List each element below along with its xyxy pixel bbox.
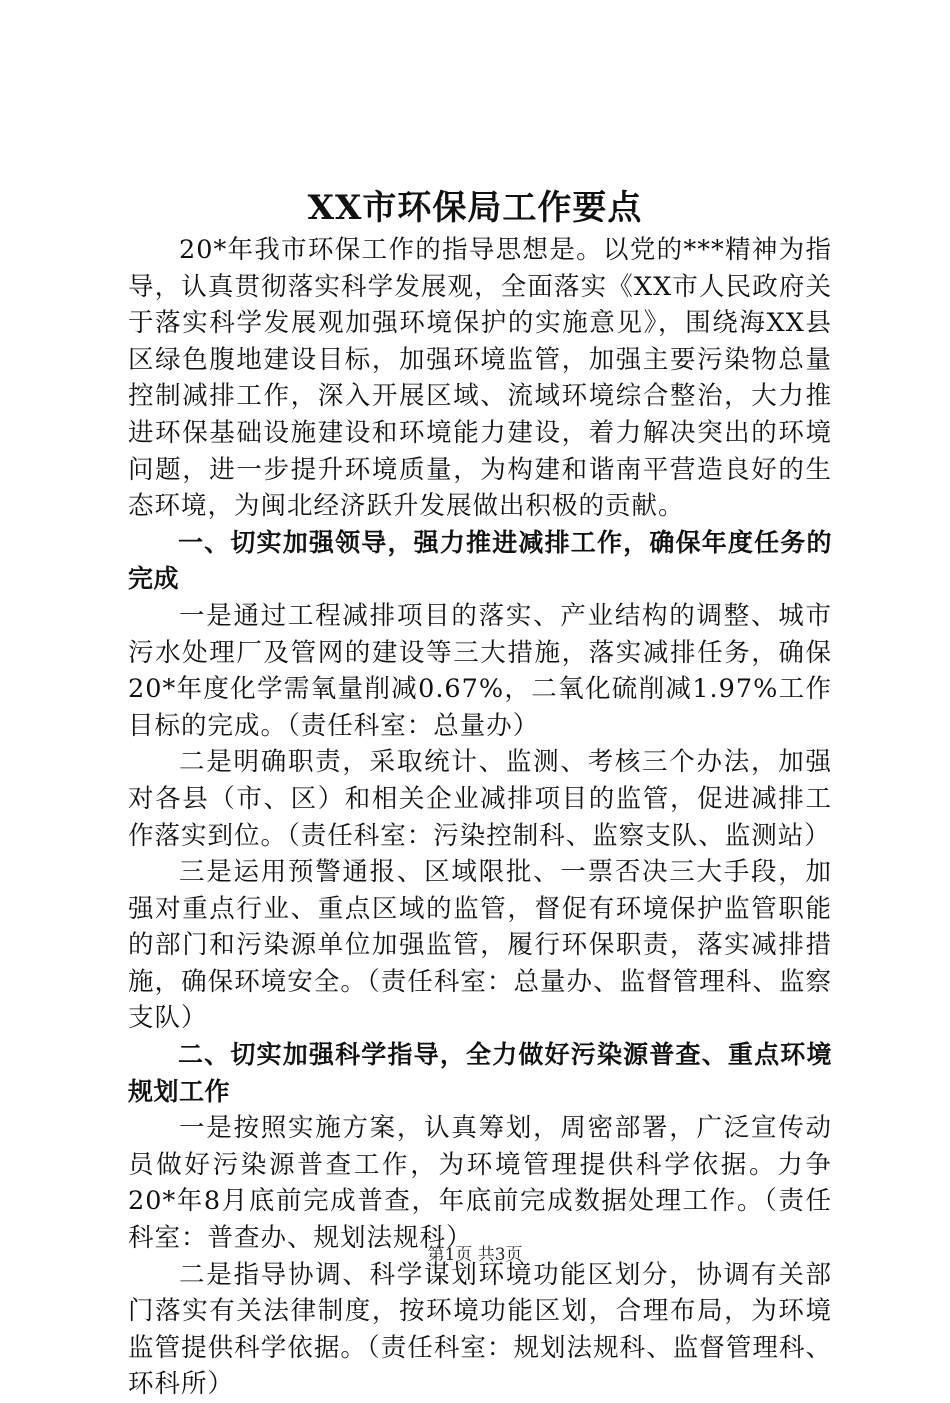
section-1-item-1: 一是通过工程减排项目的落实、产业结构的调整、城市污水处理厂及管网的建设等三大措施，落实减排任务，确保20*年度化学需氧量削减0.67%，二氧化硫削减1.97%工作目标的完成。（责任科室：总量办） [128, 600, 832, 741]
document-body [128, 232, 832, 1403]
section-1-heading: 一、切实加强领导，强力推进减排工作，确保年度任务的完成 [128, 527, 832, 594]
intro-paragraph: 20*年我市环保工作的指导思想是。以党的***精神为指导，认真贯彻落实科学发展观，全面落实《XX市人民政府关于落实科学发展观加强环境保护的实施意见》，围绕海XX县区绿色腹地建设目标，加强环境监管，加强主要污染物总量控制减排工作，深入开展区域、流域环境综合整治，大力推进环保基础设施建设和环境能力建设，着力解决突出的环境问题，进一步提升环境质量，为构建和谐南平营造良好的生态环境，为闽北经济跃升发展做出积极的贡献。 [128, 235, 832, 522]
section-2-item-1: 一是按照实施方案，认真筹划，周密部署，广泛宣传动员做好污染源普查工作，为环境管理提供科学依据。力争20*年8月底前完成普查，年底前完成数据处理工作。（责任科室：普查办、规划法规科） [128, 1113, 832, 1254]
section-1-item-2: 二是明确职责，采取统计、监测、考核三个办法，加强对各县（市、区）和相关企业减排项目的监管，促进减排工作落实到位。（责任科室：污染控制科、监察支队、监测站） [128, 747, 832, 851]
page-footer: 第1页 共3页 [427, 1245, 523, 1265]
section-2-heading: 二、切实加强科学指导，全力做好污染源普查、重点环境规划工作 [128, 1040, 832, 1106]
section-1-item-3: 三是运用预警通报、区域限批、一票否决三大手段，加强对重点行业、重点区域的监管，督促有环境保护监管职能的部门和污染源单位加强监管，履行环保职责，落实减排措施，确保环境安全。（责任科室：总量办、监督管理科、监察支队） [128, 857, 832, 1034]
document-title: XX市环保局工作要点 [307, 188, 643, 228]
section-2-item-2: 二是指导协调、科学谋划环境功能区划分，协调有关部门落实有关法律制度，按环境功能区划，合理布局，为环境监管提供科学依据。（责任科室：规划法规科、监督管理科、环科所） [128, 1259, 832, 1400]
